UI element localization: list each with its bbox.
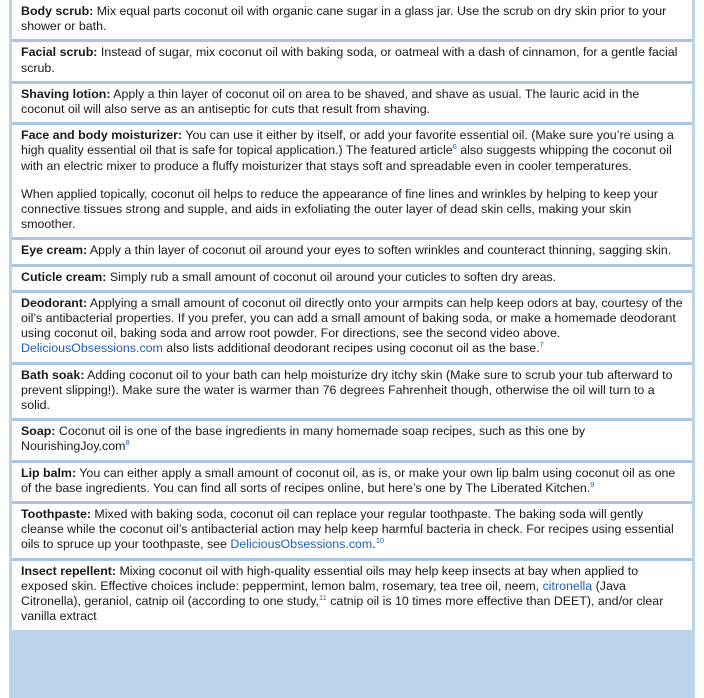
deliciousobsessions-link[interactable]: DeliciousObsessions.com (230, 537, 373, 552)
item-term: Deodorant: (21, 295, 88, 310)
item-eye-cream (12, 237, 692, 263)
item-text: also lists additional deodorant recipes using coconut oil as the base. (162, 341, 540, 356)
item-body-scrub (12, 0, 692, 39)
citronella-link[interactable]: citronella (542, 578, 593, 593)
footnote-ref[interactable]: 8 (125, 438, 130, 448)
item-term: Soap: (21, 424, 56, 439)
item-deodorant (12, 290, 692, 362)
item-term: Facial scrub: (21, 45, 98, 60)
item-text: Mixed with baking soda, coconut oil can replace your regular toothpaste. The baking soda will gently cleanse while the coconut oil’s antibacterial action may help keep harmful bacteria in check. For recipes using essential oils to spruce up your toothpaste, see (21, 507, 674, 552)
item-text: Mixing coconut oil with high-quality essential oils may help keep insects at bay when applied to exposed skin. Effective choices include: peppermint, lemon balm, rosemary, tea tree oil, neem, (21, 563, 639, 593)
item-term: Shaving lotion: (21, 86, 111, 101)
item-text: Apply a thin layer of coconut oil around your eyes to soften wrinkles and counteract thinning, sagging skin. (87, 243, 672, 258)
item-text: Apply a thin layer of coconut oil on area to be shaved, and shave as usual. The lauric acid in the coconut oil will also serve as an antiseptic for cuts that result from shaving. (21, 86, 640, 117)
item-text: . (372, 537, 376, 552)
item-term: Bath soak: (21, 367, 85, 382)
item-facial-scrub (12, 39, 692, 80)
item-soap (12, 418, 692, 459)
item-toothpaste (12, 501, 692, 558)
item-insect-repellent (12, 558, 692, 630)
coconut-oil-uses-table (9, 0, 695, 698)
item-text: Applying a small amount of coconut oil directly onto your armpits can help keep odors at bay, courtesy of the oil’s antibacterial properties. If you prefer, you can add a small amount of baking soda, or make a homemade deodorant using coconut oil, baking soda and arrow root powder. For directions, see the second video above. (21, 295, 683, 341)
footnote-ref[interactable]: 10 (375, 536, 385, 546)
item-paragraph: When applied topically, coconut oil helps to reduce the appearance of fine lines and wrinkles by helping to keep your connective tissues strong and supple, and aids in exfoliating the outer layer of dead skin cells, making your skin smoother. (21, 186, 658, 232)
item-term: Eye cream: (21, 243, 88, 258)
item-cuticle-cream (12, 264, 692, 290)
item-text: also suggests whipping the coconut oil with an electric mixer to produce a fluffy moisturizer that stays soft and spreadable even in cooler temperatures. (21, 143, 672, 173)
item-text: You can either apply a small amount of coconut oil, as is, or make your own lip balm using coconut oil as one of the base ingredients. You can find all sorts of recipes online, but here’s one by The Liberated Kitchen. (21, 465, 676, 495)
item-text: Instead of sugar, mix coconut oil with baking soda, or oatmeal with a dash of cinnamon, for a gentle facial scrub. (21, 45, 678, 75)
item-face-body-moisturizer (12, 122, 692, 237)
item-text: You can use it either by itself, or add your favorite essential oil. (Make sure you’re using a high quality essential oil that is safe for topical application.) The featured article (21, 128, 674, 158)
footnote-ref[interactable]: 11 (319, 592, 327, 602)
item-text: (Java Citronella), geraniol, catnip oil (according to one study, (21, 578, 626, 609)
item-term: Toothpaste: (21, 507, 91, 522)
footnote-ref[interactable]: 6 (452, 142, 457, 152)
item-lip-balm (12, 460, 692, 501)
item-bath-soak (12, 362, 692, 419)
item-text: Simply rub a small amount of coconut oil around your cuticles to soften dry areas. (106, 269, 557, 284)
item-term: Body scrub: (21, 4, 94, 18)
item-term: Lip balm: (21, 465, 77, 480)
item-term: Cuticle cream: (21, 269, 107, 284)
item-term: Face and body moisturizer: (21, 128, 183, 143)
item-text: Adding coconut oil to your bath can help moisturize dry itchy skin (Make sure to scrub your tub afterward to prevent slipping!). Make sure the water is warmer than 76 degrees Fahrenheit though, otherwise the oil will turn to a solid. (21, 367, 673, 413)
footnote-ref[interactable]: 9 (590, 479, 595, 489)
item-shaving-lotion (12, 81, 692, 122)
item-text: Coconut oil is one of the base ingredients in many homemade soap recipes, such as this one by NourishingJoy.com (21, 424, 586, 454)
footnote-ref[interactable]: 7 (539, 340, 544, 350)
item-text: Mix equal parts coconut oil with organic cane sugar in a glass jar. Use the scrub on dry skin prior to your shower or bath. (21, 4, 667, 34)
deliciousobsessions-link[interactable]: DeliciousObsessions.com (21, 341, 163, 356)
item-text: catnip oil is 10 times more effective than DEET), and/or clear vanilla extract (21, 594, 664, 624)
item-term: Insect repellent: (21, 563, 117, 578)
